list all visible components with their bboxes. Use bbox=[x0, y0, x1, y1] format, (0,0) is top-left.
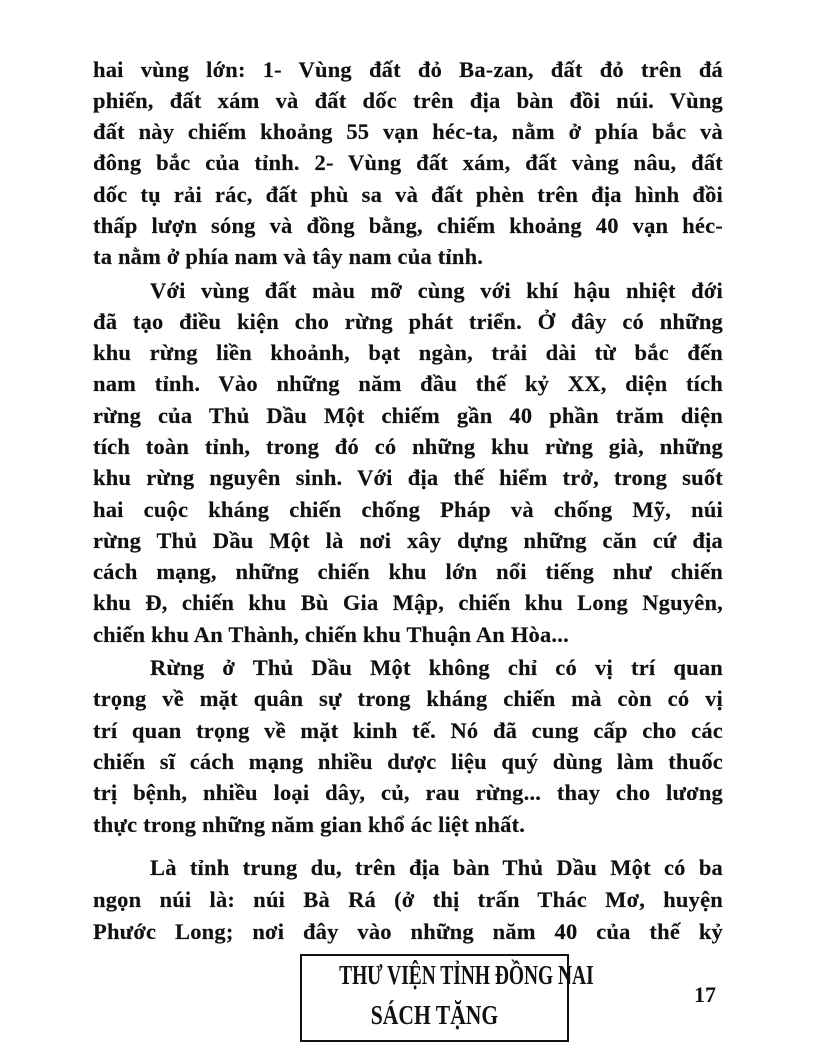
text-line: phiến, đất xám và đất dốc trên địa bàn đồi núi. Vùng bbox=[93, 88, 723, 113]
text-line: trí quan trọng về mặt kinh tế. Nó đã cung cấp cho các bbox=[93, 718, 723, 743]
text-line: thấp lượn sóng và đồng bằng, chiếm khoảng 40 vạn héc- bbox=[93, 213, 723, 238]
text-line: chiến khu An Thành, chiến khu Thuận An Hòa... bbox=[93, 622, 569, 647]
text-line: đông bắc của tỉnh. 2- Vùng đất xám, đất vàng nâu, đất bbox=[93, 150, 723, 175]
page-number: 17 bbox=[694, 982, 716, 1007]
library-stamp bbox=[300, 954, 594, 1042]
stamp-library-name: THƯ VIỆN TỈNH ĐỒNG NAI bbox=[339, 960, 594, 990]
text-line: đã tạo điều kiện cho rừng phát triển. Ở đây có những bbox=[93, 309, 723, 334]
text-line: Rừng ở Thủ Dầu Một không chỉ có vị trí quan bbox=[150, 655, 723, 680]
text-line: Với vùng đất màu mỡ cùng với khí hậu nhiệt đới bbox=[150, 278, 723, 303]
text-line: khu Đ, chiến khu Bù Gia Mập, chiến khu Long Nguyên, bbox=[93, 590, 723, 615]
text-line: Là tỉnh trung du, trên địa bàn Thủ Dầu Một có ba bbox=[150, 855, 723, 880]
text-line: rừng Thủ Dầu Một là nơi xây dựng những căn cứ địa bbox=[93, 528, 723, 553]
text-line: tích toàn tỉnh, trong đó có những khu rừng già, những bbox=[93, 434, 723, 459]
text-line: khu rừng nguyên sinh. Với địa thế hiểm trở, trong suốt bbox=[93, 465, 723, 490]
text-line: hai vùng lớn: 1- Vùng đất đỏ Ba-zan, đất đỏ trên đá bbox=[93, 57, 723, 82]
text-line: dốc tụ rải rác, đất phù sa và đất phèn trên địa hình đồi bbox=[93, 182, 723, 207]
text-line: khu rừng liền khoảnh, bạt ngàn, trải dài từ bắc đến bbox=[93, 340, 723, 365]
text-line: rừng của Thủ Dầu Một chiếm gần 40 phần trăm diện bbox=[93, 403, 723, 428]
text-line: hai cuộc kháng chiến chống Pháp và chống Mỹ, núi bbox=[93, 497, 723, 522]
text-line: chiến sĩ cách mạng nhiều dược liệu quý dùng làm thuốc bbox=[93, 749, 723, 774]
text-line: Phước Long; nơi đây vào những năm 40 của thế kỷ bbox=[93, 919, 723, 944]
text-line: trị bệnh, nhiều loại dây, củ, rau rừng... thay cho lương bbox=[93, 780, 723, 805]
text-line: nam tỉnh. Vào những năm đầu thế kỷ XX, diện tích bbox=[93, 371, 723, 396]
text-line: đất này chiếm khoảng 55 vạn héc-ta, nằm ở phía bắc và bbox=[93, 119, 723, 144]
text-line: thực trong những năm gian khổ ác liệt nhất. bbox=[93, 812, 526, 837]
text-line: cách mạng, những chiến khu lớn nổi tiếng như chiến bbox=[93, 559, 723, 584]
stamp-donated-label: SÁCH TẶNG bbox=[370, 1000, 499, 1030]
text-line: ta nằm ở phía nam và tây nam của tỉnh. bbox=[93, 244, 484, 269]
text-line: ngọn núi là: núi Bà Rá (ở thị trấn Thác Mơ, huyện bbox=[93, 887, 723, 912]
text-line: trọng về mặt quân sự trong kháng chiến mà còn có vị bbox=[93, 686, 723, 711]
